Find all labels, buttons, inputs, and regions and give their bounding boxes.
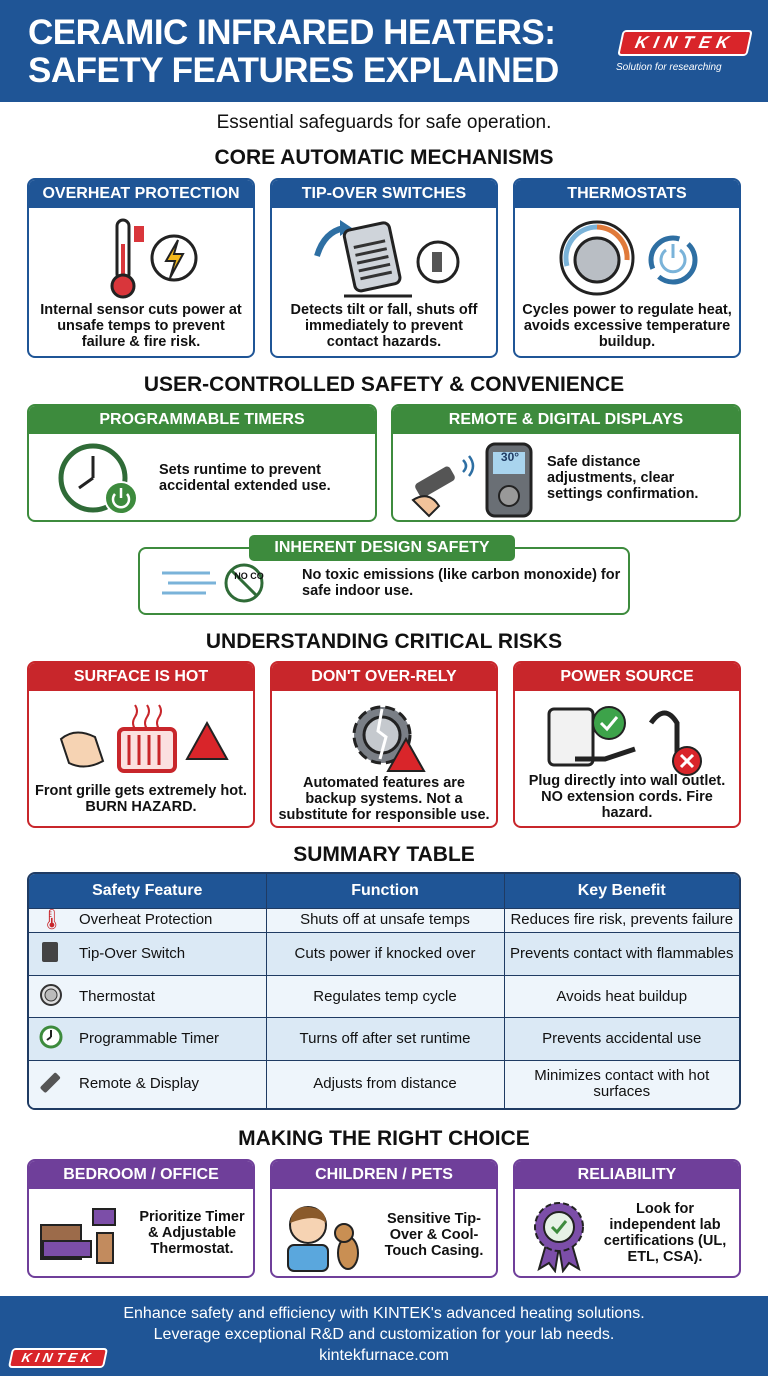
- card-title: DON'T OVER-RELY: [272, 663, 496, 691]
- card-title: OVERHEAT PROTECTION: [29, 180, 253, 208]
- card-title: REMOTE & DIGITAL DISPLAYS: [393, 406, 739, 434]
- card-remote-digital-displays: REMOTE & DIGITAL DISPLAYS 30° Safe distance adjustments, clear settings confirmation.: [391, 404, 741, 522]
- column-header: Function: [266, 874, 504, 908]
- section-title-choice: MAKING THE RIGHT CHOICE: [238, 1127, 530, 1150]
- tilted-heater-switch-icon: [312, 216, 462, 301]
- child-dog-icon: [282, 1201, 368, 1273]
- display-readout: 30°: [500, 450, 520, 464]
- no-co-label: NO CO: [234, 571, 264, 581]
- card-title: SURFACE IS HOT: [29, 663, 253, 691]
- card-title: THERMOSTATS: [515, 180, 739, 208]
- card-title: PROGRAMMABLE TIMERS: [29, 406, 375, 434]
- dial-icon: [39, 983, 79, 1011]
- card-bedroom-office: BEDROOM / OFFICE Prioritize Timer & Adjustable Thermostat.: [27, 1159, 255, 1278]
- section-title-summary: SUMMARY TABLE: [293, 843, 475, 866]
- kintek-logo: KINTEK: [617, 30, 753, 56]
- card-dont-over-rely: DON'T OVER-RELY Automated features are backup systems. Not a substitute for responsible use.: [270, 661, 498, 828]
- table-row: 🌡︎ Overheat Protection Shuts off at unsafe temps Reduces fire risk, prevents failure: [29, 908, 739, 933]
- card-inherent-design-safety: NO CO No toxic emissions (like carbon monoxide) for safe indoor use.: [138, 547, 630, 615]
- clock-power-icon: [57, 442, 147, 518]
- bed-desk-icon: [37, 1205, 127, 1271]
- footer-kintek-logo: KINTEK: [8, 1348, 108, 1368]
- table-row: Tip-Over Switch Cuts power if knocked over Prevents contact with flammables: [29, 933, 739, 975]
- website-link[interactable]: kintekfurnace.com: [319, 1347, 449, 1364]
- card-title: CHILDREN / PETS: [272, 1161, 496, 1189]
- card-surface-is-hot: SURFACE IS HOT Front grille gets extremely hot. BURN HAZARD.: [27, 661, 255, 828]
- hand-hot-heater-icon: [55, 699, 235, 779]
- dial-power-cycle-icon: [555, 216, 705, 301]
- subtitle: Essential safeguards for safe operation.: [216, 112, 552, 133]
- certified-badge-icon: [529, 1197, 589, 1273]
- broken-gear-warning-icon: [342, 697, 432, 777]
- card-thermostats: THERMOSTATS Cycles power to regulate heat, avoids excessive temperature buildup.: [513, 178, 741, 358]
- card-title: POWER SOURCE: [515, 663, 739, 691]
- card-tip-over-switches: TIP-OVER SWITCHES Detects tilt or fall, shuts off immediately to prevent contact hazards.: [270, 178, 498, 358]
- clock-icon: [39, 1025, 79, 1053]
- no-co-icon: [160, 557, 270, 607]
- table-row: Thermostat Regulates temp cycle Avoids heat buildup: [29, 975, 739, 1017]
- card-title: RELIABILITY: [515, 1161, 739, 1189]
- card-overheat-protection: OVERHEAT PROTECTION Internal sensor cuts power at unsafe temps to prevent failure & fire risk.: [27, 178, 255, 358]
- card-title: TIP-OVER SWITCHES: [272, 180, 496, 208]
- thermometer-lightning-icon: [84, 214, 204, 304]
- column-header: Safety Feature: [29, 874, 266, 908]
- summary-table: [27, 872, 741, 1110]
- card-programmable-timers: PROGRAMMABLE TIMERS Sets runtime to prevent accidental extended use.: [27, 404, 377, 522]
- card-power-source: POWER SOURCE Plug directly into wall outlet. NO extension cords. Fire hazard.: [513, 661, 741, 828]
- remote-icon: [39, 1070, 79, 1098]
- logo-tagline: Solution for researching: [616, 62, 722, 73]
- card-title: BEDROOM / OFFICE: [29, 1161, 253, 1189]
- footer: Enhance safety and efficiency with KINTEK's advanced heating solutions. Leverage exceptional R&D and customization for your lab needs. kintekfurnace.com: [0, 1296, 768, 1376]
- section-title-risks: UNDERSTANDING CRITICAL RISKS: [205, 630, 563, 653]
- card-reliability: RELIABILITY Look for independent lab certifications (UL, ETL, CSA).: [513, 1159, 741, 1278]
- table-row: Remote & Display Adjusts from distance Minimizes contact with hot surfaces: [29, 1060, 739, 1108]
- column-header: Key Benefit: [504, 874, 739, 908]
- section-title-core: CORE AUTOMATIC MECHANISMS: [214, 146, 554, 169]
- section-title-user: USER-CONTROLLED SAFETY & CONVENIENCE: [143, 373, 625, 396]
- heater-icon: [39, 940, 79, 968]
- thermometer-icon: 🌡︎: [39, 909, 65, 932]
- page-title: CERAMIC INFRARED HEATERS: SAFETY FEATURES EXPLAINED: [28, 13, 559, 90]
- card-children-pets: CHILDREN / PETS Sensitive Tip-Over & Cool-Touch Casing.: [270, 1159, 498, 1278]
- inherent-title: INHERENT DESIGN SAFETY: [249, 535, 515, 561]
- table-row: Programmable Timer Turns off after set runtime Prevents accidental use: [29, 1018, 739, 1060]
- outlet-plug-icon: [545, 699, 715, 779]
